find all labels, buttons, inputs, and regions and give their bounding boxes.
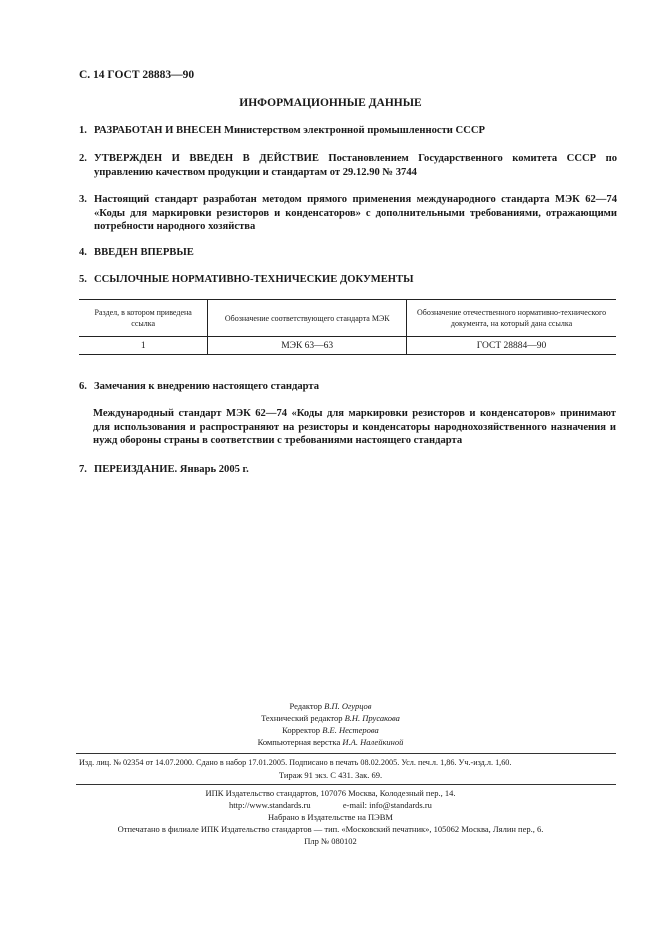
divider — [76, 753, 616, 754]
divider — [76, 784, 616, 785]
table-cell: МЭК 63—63 — [208, 337, 407, 355]
email-link[interactable]: e-mail: info@standards.ru — [342, 800, 432, 810]
table-cell: ГОСТ 28884—90 — [407, 337, 616, 355]
website-link[interactable]: http://www.standards.ru — [229, 800, 311, 810]
section-title: ИНФОРМАЦИОННЫЕ ДАННЫЕ — [239, 97, 422, 109]
info-item-7 — [79, 463, 617, 477]
item-number: 7. — [79, 464, 87, 475]
item-text: Настоящий стандарт разработан методом прямого применения международного стандарта МЭК 62—74 «Коды для маркировки резисторов и конденсаторов» с дополнительными требованиями, отражающими потребности народного хозяйства — [94, 194, 617, 232]
info-item-4 — [79, 246, 617, 260]
item-text: ССЫЛОЧНЫЕ НОРМАТИВНО-ТЕХНИЧЕСКИЕ ДОКУМЕНТЫ — [94, 274, 414, 285]
plr-line: Плр № 080102 — [304, 836, 357, 846]
layout-label: Компьютерная верстка — [257, 737, 341, 747]
layout-line — [0, 736, 661, 749]
table-header-cell: Обозначение отечественного нормативно-технического документа, на который дана ссылка — [407, 300, 616, 337]
publisher-line: ИПК Издательство стандартов, 107076 Москва, Колодезный пер., 14. — [205, 788, 456, 798]
print-run-line: Тираж 91 экз. С 431. Зак. 69. — [278, 770, 383, 780]
editor-name: В.П. Огурцов — [324, 701, 372, 711]
table-header-cell: Раздел, в котором приведена ссылка — [79, 300, 208, 337]
contacts-line — [0, 799, 661, 812]
tech-editor-name: В.Н. Прусакова — [344, 713, 400, 723]
corrector-label: Корректор — [282, 725, 321, 735]
item-text: УТВЕРЖДЕН И ВВЕДЕН В ДЕЙСТВИЕ Постановлением Государственного комитета СССР по управлению качеством продукции и стандартам от 29.12.90 № 3744 — [94, 153, 617, 178]
item-heading: Замечания к внедрению настоящего стандарта — [94, 381, 320, 392]
item-number: 6. — [79, 381, 87, 392]
info-item-2 — [79, 152, 617, 179]
layout-name: И.А. Налейкиной — [342, 737, 404, 747]
implementation-note: Международный стандарт МЭК 62—74 «Коды для маркировки резисторов и конденсаторов» принимают для использования и распространяют на резисторы и конденсаторы народнохозяйственного назначения и нужд обороны страны в соответствии с требованиями настоящего стандарта — [93, 408, 616, 446]
tech-editor-line — [0, 712, 661, 725]
item-number: 1. — [79, 125, 87, 136]
item-text: ВВЕДЕН ВПЕРВЫЕ — [94, 247, 194, 258]
item-number: 3. — [79, 194, 87, 205]
item-text: ПЕРЕИЗДАНИЕ. Январь 2005 г. — [94, 464, 249, 475]
info-item-3 — [79, 193, 617, 234]
info-item-1 — [79, 124, 617, 138]
references-table — [79, 299, 616, 355]
page-header: С. 14 ГОСТ 28883—90 — [79, 69, 195, 81]
printed-line: Отпечатано в филиале ИПК Издательство стандартов — тип. «Московский печатник», 105062 Москва, Лялин пер., 6. — [117, 824, 544, 834]
info-item-6 — [79, 380, 617, 394]
tech-editor-label: Технический редактор — [261, 713, 343, 723]
info-item-5 — [79, 273, 617, 287]
table-header-cell: Обозначение соответствующего стандарта МЭК — [208, 300, 407, 337]
item-number: 5. — [79, 274, 87, 285]
editor-label: Редактор — [289, 701, 322, 711]
editor-line — [0, 700, 661, 713]
typeset-line: Набрано в Издательстве на ПЭВМ — [268, 812, 393, 822]
item-text: РАЗРАБОТАН И ВНЕСЕН Министерством электронной промышленности СССР — [94, 125, 485, 136]
item-number: 2. — [79, 153, 87, 164]
table-cell: 1 — [79, 337, 208, 355]
item-number: 4. — [79, 247, 87, 258]
corrector-name: В.Е. Нестерова — [322, 725, 379, 735]
table-row — [79, 337, 616, 355]
license-line: Изд. лиц. № 02354 от 14.07.2000. Сдано в набор 17.01.2005. Подписано в печать 08.02.2005. Усл. печ.л. 1,86. Уч.-изд.л. 1,60. — [79, 758, 512, 767]
corrector-line — [0, 724, 661, 737]
